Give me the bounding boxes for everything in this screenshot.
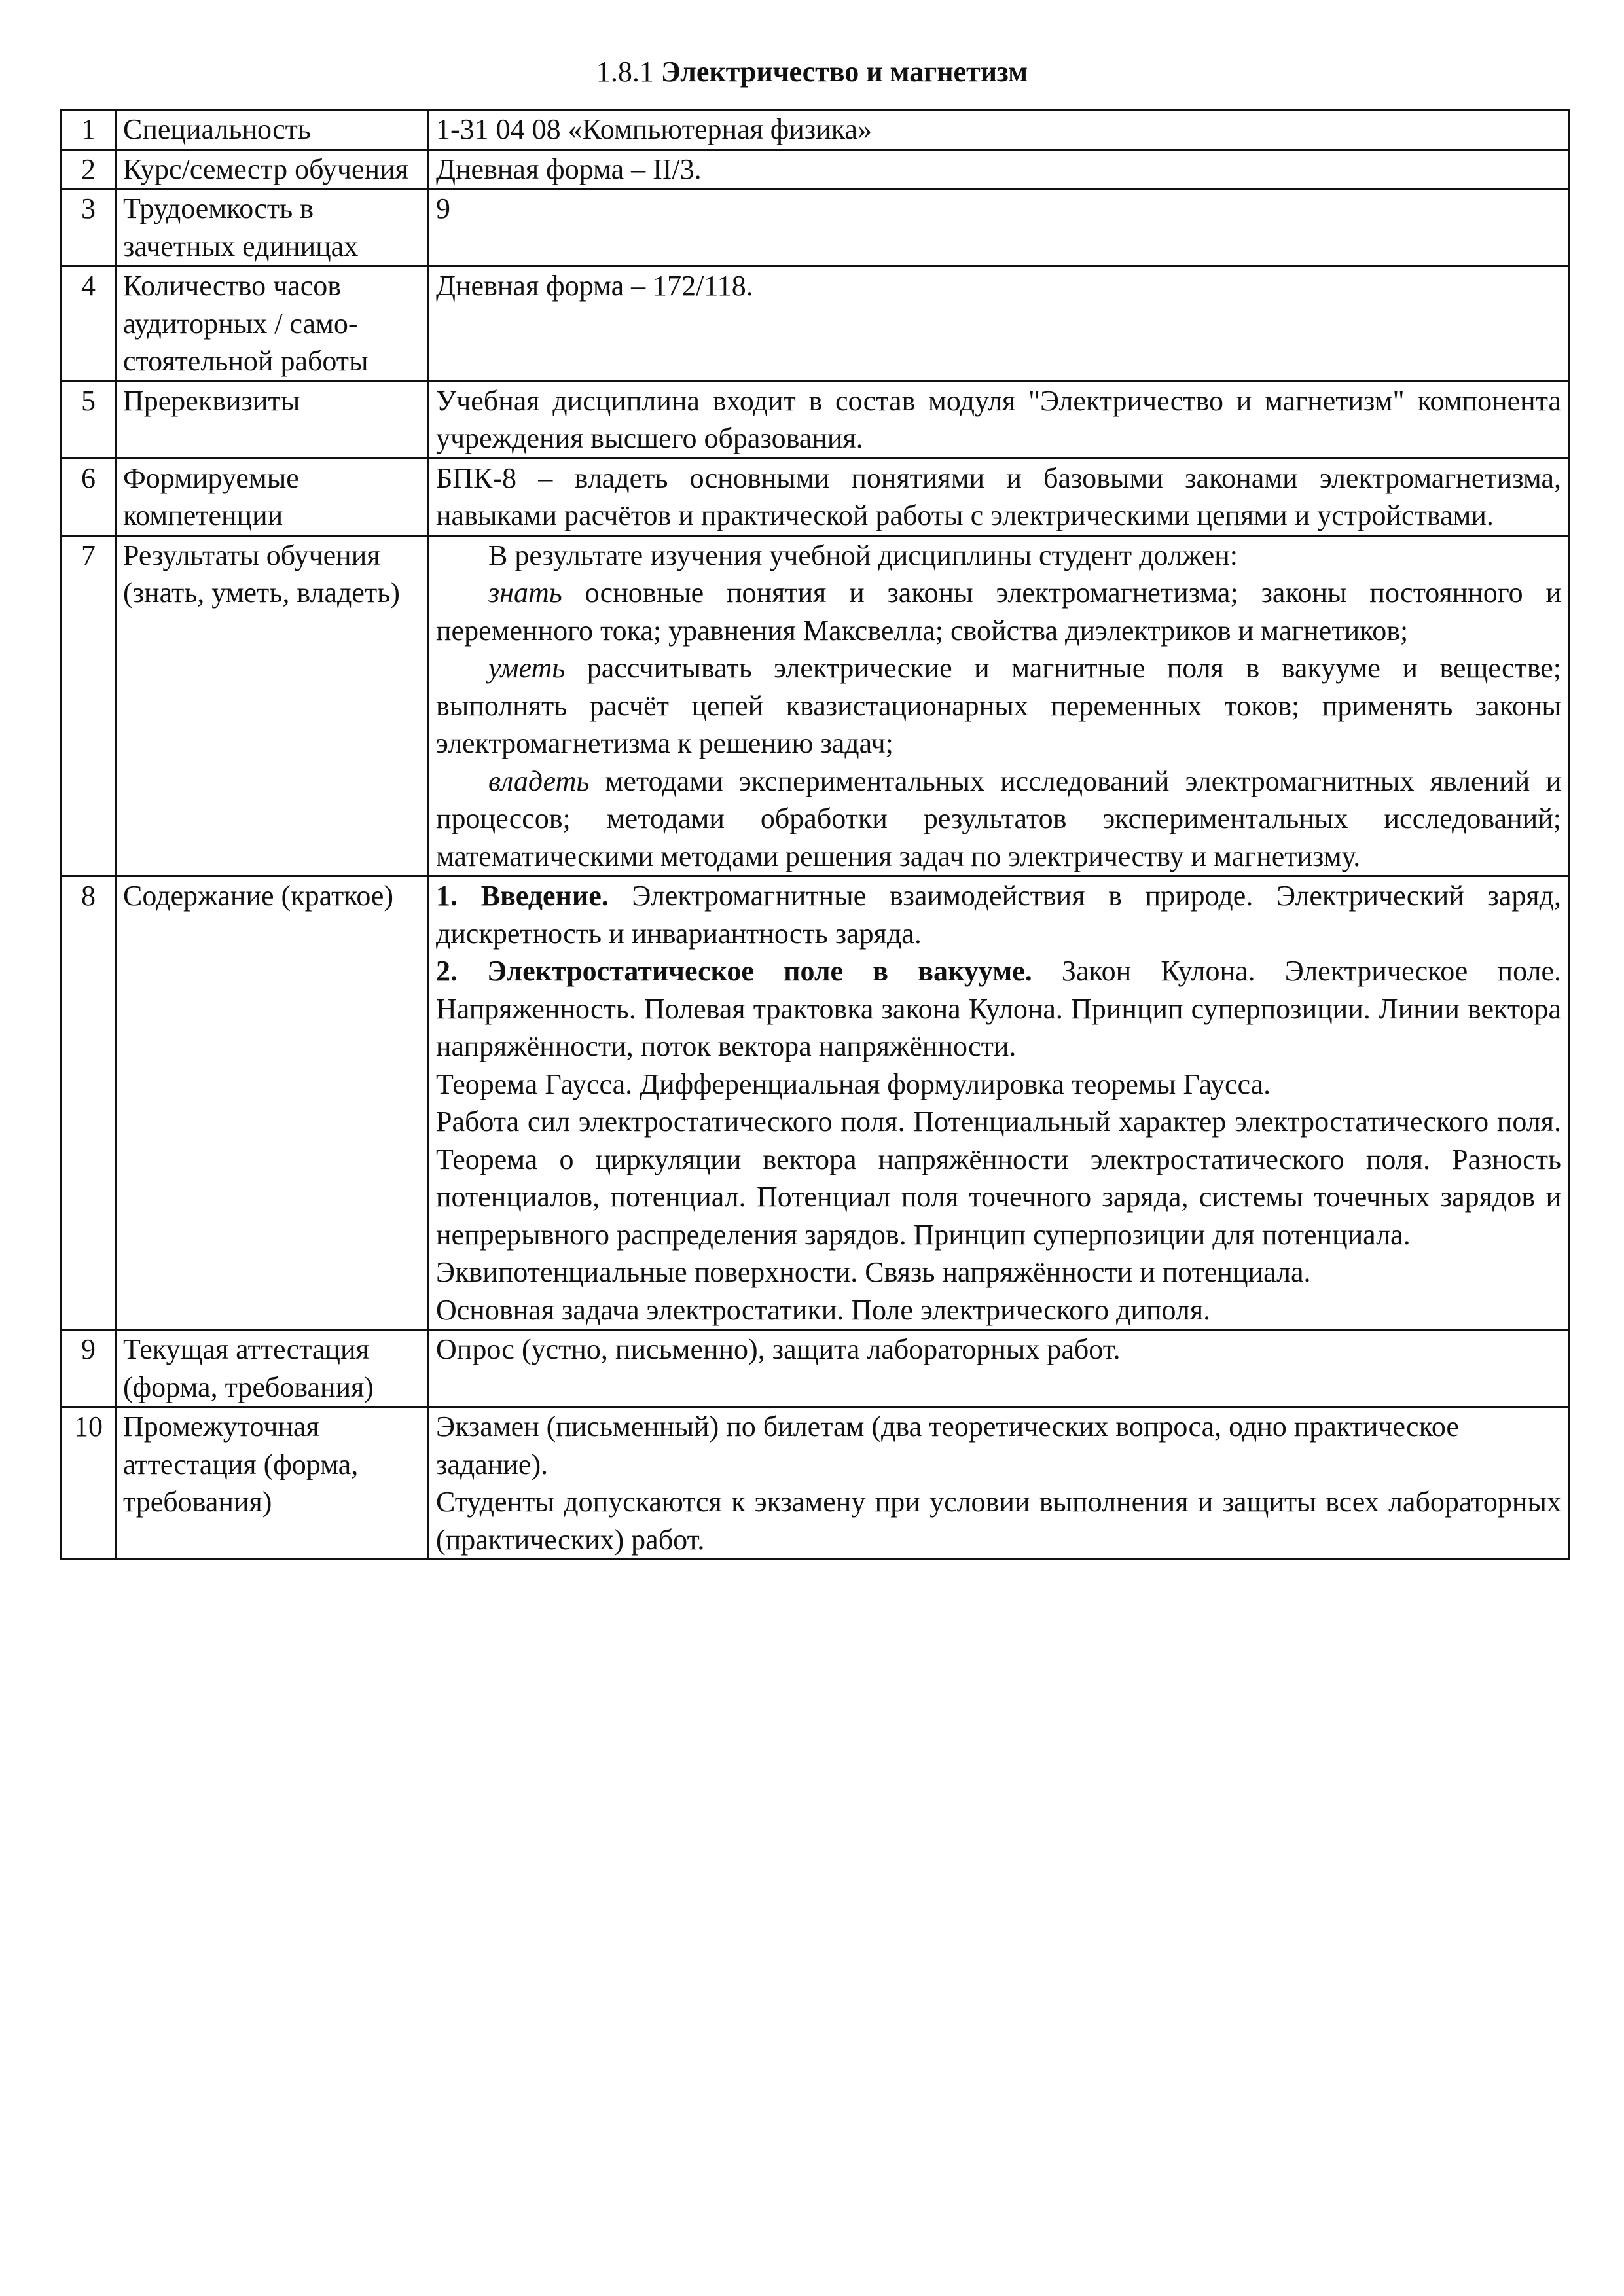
learning-outcomes (429, 535, 1569, 876)
assessment-paragraph: Студенты допускаются к экзамену при условии выполнения и защиты всех лабораторных (практических) работ. (436, 1486, 1561, 1556)
course-content (429, 876, 1569, 1330)
outcome-know (436, 574, 1561, 649)
page-title (0, 54, 1624, 90)
row-value: 9 (429, 189, 1569, 266)
row-label: Содержание (краткое) (116, 876, 429, 1330)
row-value: БПК-8 – владеть основными понятиями и базовыми законами электромагнетизма, навыками расчётов и практической работы с электрическими цепями и устройствами. (429, 458, 1569, 535)
row-number: 4 (62, 266, 116, 382)
table-row (62, 110, 1569, 150)
row-number: 7 (62, 535, 116, 876)
row-label: Трудоемкость в зачетных единицах (116, 189, 429, 266)
row-number: 5 (62, 381, 116, 458)
table-row (62, 535, 1569, 876)
table-row (62, 189, 1569, 266)
row-label: Пререквизиты (116, 381, 429, 458)
row-label: Промежуточная аттестация (форма, требования) (116, 1407, 429, 1560)
outcome-term: уметь (488, 652, 566, 684)
row-value: Дневная форма – II/3. (429, 149, 1569, 189)
row-label: Специальность (116, 110, 429, 150)
section-number: 1.8.1 (596, 56, 654, 88)
row-number: 2 (62, 149, 116, 189)
content-section (436, 952, 1561, 1066)
outcome-text: основные понятия и законы электромагнетизма; законы постоянного и переменного тока; уравнения Максвелла; свойства диэлектриков и магнетиков; (436, 577, 1561, 647)
content-section (436, 877, 1561, 952)
content-paragraph: Работа сил электростатического поля. Потенциальный характер электростатического поля. Теорема о циркуляции вектора напряжённости электростатического поля. Разность потенциалов, потенциал. Потенциал поля точечного заряда, системы точечных зарядов и непрерывного распределения зарядов. Принцип суперпозиции для потенциала. (436, 1105, 1561, 1251)
row-value: Опрос (устно, письменно), защита лабораторных работ. (429, 1330, 1569, 1407)
row-number: 9 (62, 1330, 116, 1407)
table-row (62, 381, 1569, 458)
row-number: 3 (62, 189, 116, 266)
row-number: 10 (62, 1407, 116, 1560)
section-heading: 1. Введение. (436, 880, 609, 912)
outcome-can (436, 649, 1561, 762)
outcomes-intro: В результате изучения учебной дисциплины студент должен: (488, 539, 1238, 571)
row-number: 1 (62, 110, 116, 150)
section-name: Электричество и магнетизм (660, 56, 1028, 88)
outcome-own (436, 762, 1561, 876)
outcome-text: методами экспериментальных исследований электромагнитных явлений и процессов; методами обработки результатов экспериментальных исследований; математическими методами решения задач по электричеству и магнетизму. (436, 764, 1561, 872)
table-row (62, 1330, 1569, 1407)
outcome-term: знать (488, 577, 562, 609)
row-label: Количество часов аудиторных / само-стоятельной работы (116, 266, 429, 382)
table-row (62, 876, 1569, 1330)
section-heading: 2. Электростатическое поле в вакууме. (436, 955, 1032, 987)
discipline-table (60, 109, 1570, 1560)
row-number: 6 (62, 458, 116, 535)
row-label: Результаты обучения (знать, уметь, владеть) (116, 535, 429, 876)
outcome-term: владеть (488, 764, 590, 797)
content-paragraph: Основная задача электростатики. Поле электрического диполя. (436, 1293, 1211, 1326)
table-row (62, 458, 1569, 535)
content-paragraph: Эквипотенциальные поверхности. Связь напряжённости и потенциала. (436, 1256, 1311, 1288)
row-value: Учебная дисциплина входит в состав модуля "Электричество и магнетизм" компонента учреждения высшего образования. (429, 381, 1569, 458)
row-label: Текущая аттестация (форма, требования) (116, 1330, 429, 1407)
table-row (62, 1407, 1569, 1560)
assessment-paragraph: Экзамен (письменный) по билетам (два теоретических вопроса, одно практическое задание). (436, 1410, 1459, 1480)
table-row (62, 266, 1569, 382)
content-paragraph: Теорема Гаусса. Дифференциальная формулировка теоремы Гаусса. (436, 1067, 1271, 1100)
final-assessment (429, 1407, 1569, 1560)
row-label: Курс/семестр обучения (116, 149, 429, 189)
row-value: 1-31 04 08 «Компьютерная физика» (429, 110, 1569, 150)
table-row (62, 149, 1569, 189)
outcome-text: рассчитывать электрические и магнитные поля в вакууме и веществе; выполнять расчёт цепей квазистационарных переменных токов; применять законы электромагнетизма к решению задач; (436, 652, 1561, 759)
section-text: Электромагнитные взаимодействия в природе. Электрический заряд, дискретность и инвариантность заряда. (436, 880, 1561, 950)
row-label: Формируемые компетенции (116, 458, 429, 535)
row-value: Дневная форма – 172/118. (429, 266, 1569, 382)
section-text: Закон Кулона. Электрическое поле. Напряженность. Полевая трактовка закона Кулона. Принцип суперпозиции. Линии вектора напряжённости, поток вектора напряжённости. (436, 955, 1561, 1062)
row-number: 8 (62, 876, 116, 1330)
